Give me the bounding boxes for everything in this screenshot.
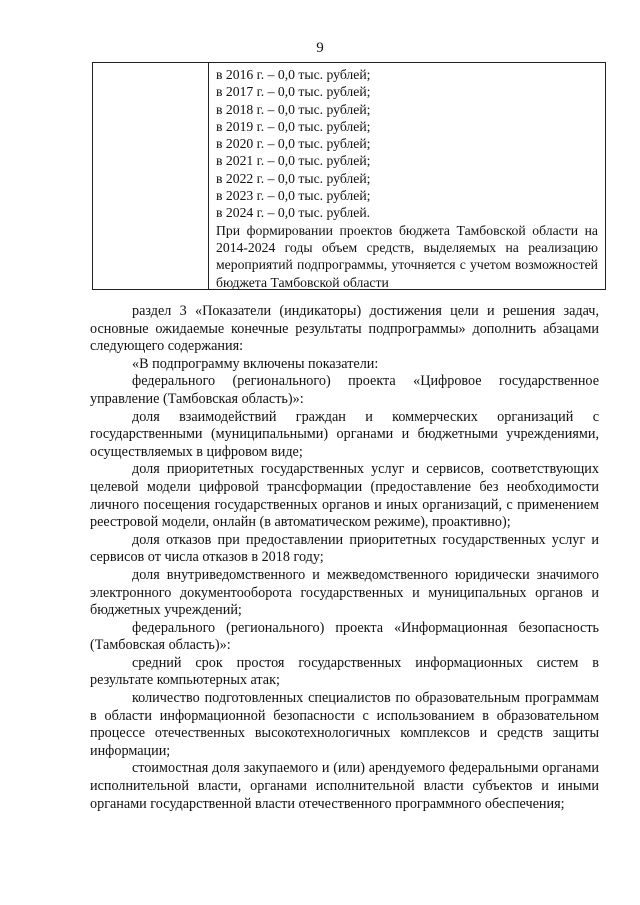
funding-cell xyxy=(216,66,598,291)
paragraph: доля внутриведомственного и межведомственного юридически значимого электронного документооборота государственных и муниципальных органов и бюджетных учреждений; xyxy=(90,566,599,619)
table-column-divider xyxy=(208,63,209,289)
funding-line-2023: в 2023 г. – 0,0 тыс. рублей; xyxy=(216,188,371,204)
funding-line-2018: в 2018 г. – 0,0 тыс. рублей; xyxy=(216,101,371,117)
paragraph: доля отказов при предоставлении приоритетных государственных услуг и сервисов от числа отказов в 2018 году; xyxy=(90,531,599,566)
page-number: 9 xyxy=(316,40,324,56)
funding-line-2024: в 2024 г. – 0,0 тыс. рублей. xyxy=(216,205,371,221)
paragraph: доля приоритетных государственных услуг и сервисов, соответствующих целевой модели цифровой трансформации (предоставление без необходимости личного посещения государственных органов и иных организаций, с применением реестровой модели, онлайн (в автоматическом режиме), проактивно); xyxy=(90,461,599,531)
funding-line-2020: в 2020 г. – 0,0 тыс. рублей; xyxy=(216,136,371,152)
funding-line-2022: в 2022 г. – 0,0 тыс. рублей; xyxy=(216,170,371,186)
paragraph: средний срок простоя государственных информационных систем в результате компьютерных атак; xyxy=(90,654,599,689)
paragraph: количество подготовленных специалистов по образовательным программам в области информационной безопасности с использованием в образовательном процессе отечественных высокотехнологичных комплексов и средств защиты информации; xyxy=(90,690,599,759)
funding-line-2017: в 2017 г. – 0,0 тыс. рублей; xyxy=(216,84,371,100)
document-body xyxy=(90,303,599,813)
paragraph: стоимостная доля закупаемого и (или) арендуемого федеральными органами исполнительной власти, органами исполнительной власти субъектов и иными органами государственной власти отечественного программного обеспечения; xyxy=(90,760,599,812)
funding-table xyxy=(92,62,606,290)
funding-line-2019: в 2019 г. – 0,0 тыс. рублей; xyxy=(216,118,371,134)
paragraph: федерального (регионального) проекта «Цифровое государственное управление (Тамбовская область)»: xyxy=(90,373,599,407)
paragraph: «В подпрограмму включены показатели: xyxy=(132,355,379,372)
funding-line-2016: в 2016 г. – 0,0 тыс. рублей; xyxy=(216,67,371,82)
paragraph: федерального (регионального) проекта «Информационная безопасность (Тамбовская область)»: xyxy=(90,619,599,654)
paragraph: раздел 3 «Показатели (индикаторы) достижения цели и решения задач, основные ожидаемые конечные результаты подпрограммы» дополнить абзацами следующего содержания: xyxy=(90,303,599,355)
funding-note: При формировании проектов бюджета Тамбовской области на 2014-2024 годы объем средств, выделяемых на реализацию мероприятий подпрограммы, уточняется с учетом возможностей бюджета Тамбовской области xyxy=(216,222,598,290)
paragraph: доля взаимодействий граждан и коммерческих организаций с государственными (муниципальными) органами и бюджетными учреждениями, осуществляемых в цифровом виде; xyxy=(90,408,599,460)
funding-line-2021: в 2021 г. – 0,0 тыс. рублей; xyxy=(216,153,371,169)
